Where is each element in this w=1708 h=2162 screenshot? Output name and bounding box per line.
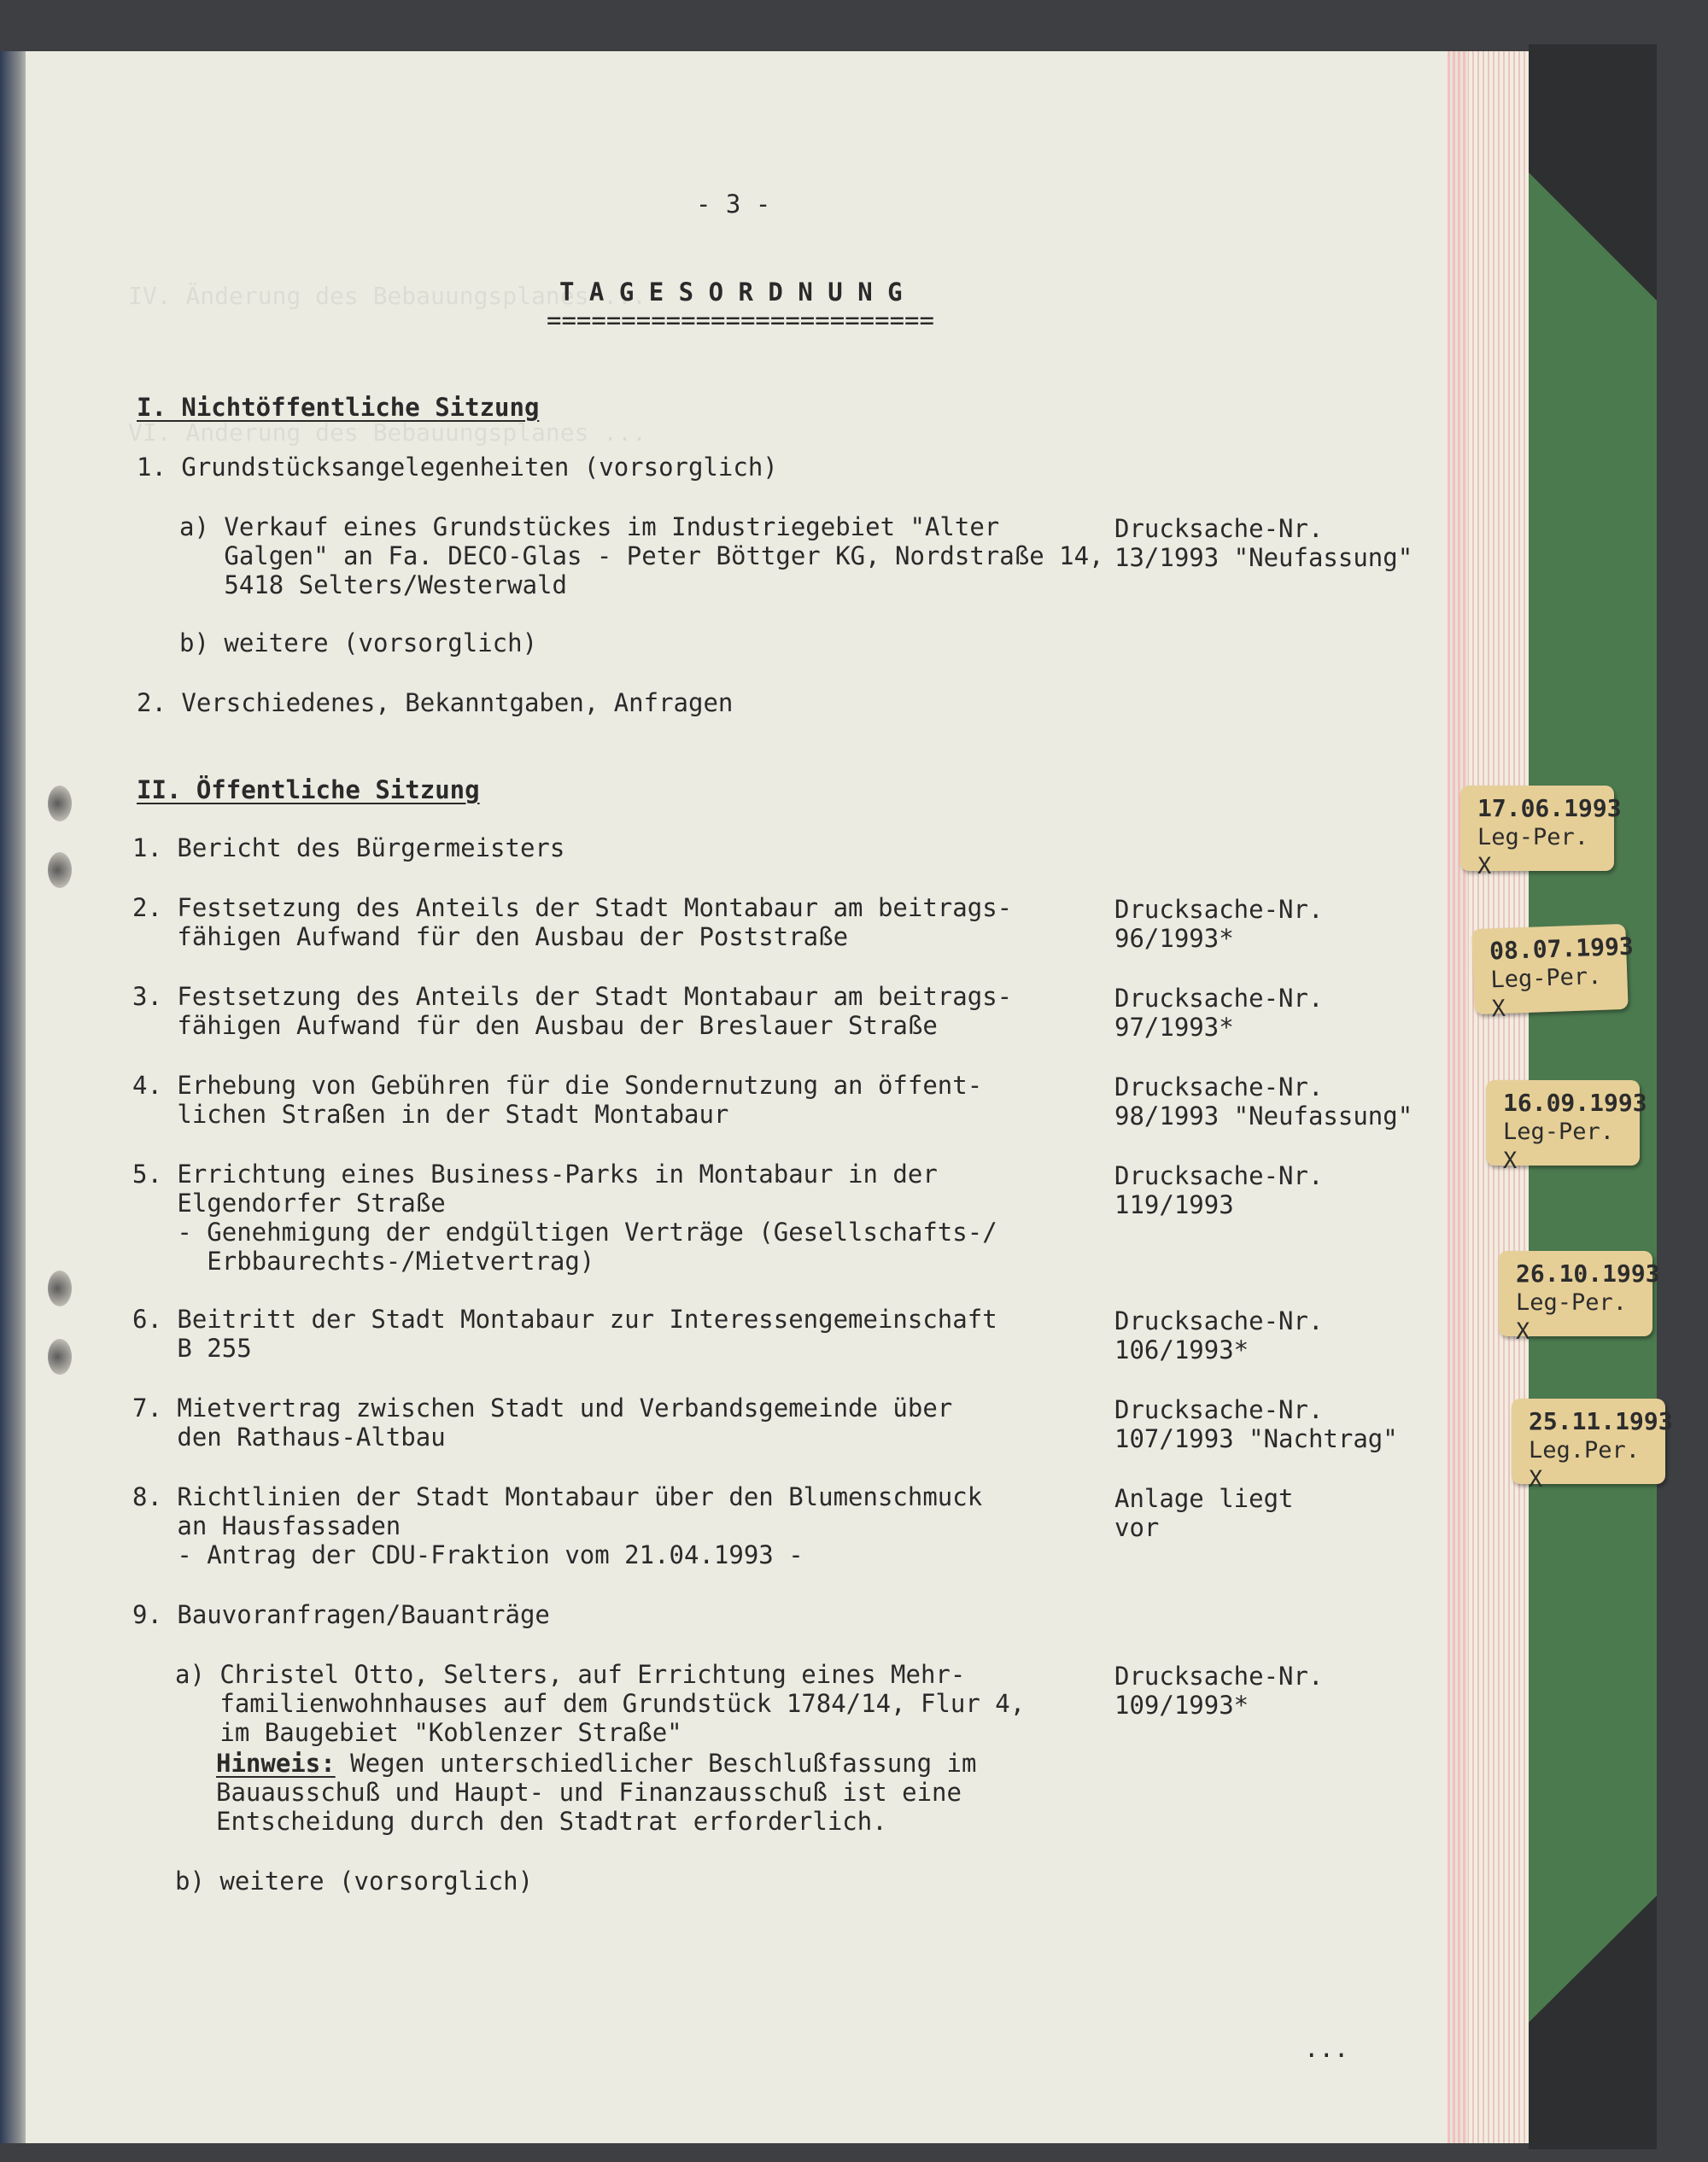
agenda-item: 1. Bericht des Bürgermeisters [132,833,565,862]
hint-note: Hinweis: Wegen unterschiedlicher Beschlußfassung im Bauausschuß und Haupt- und Finanzausschuß ist eine Entscheidung durch den Stadtrat erforderlich. [216,1749,977,1836]
continuation-marker: ... [1304,2034,1349,2063]
agenda-item: 9. Bauvoranfragen/Bauanträge [132,1600,550,1629]
date-tab[interactable]: 08.07.1993 Leg-Per. X [1471,924,1628,1014]
document-reference: Drucksache-Nr. 107/1993 "Nachtrag" [1114,1395,1398,1453]
document-reference: Drucksache-Nr. 109/1993* [1114,1662,1324,1720]
agenda-subitem: b) weitere (vorsorglich) [175,1867,534,1896]
agenda-item: 8. Richtlinien der Stadt Montabaur über den Blumenschmuck an Hausfassaden - Antrag der CDU-Fraktion vom 21.04.1993 - [132,1482,983,1569]
document-reference: Drucksache-Nr. 13/1993 "Neufassung" [1114,514,1413,572]
agenda-item: 2. Verschiedenes, Bekanntgaben, Anfragen [137,688,734,717]
page-number: - 3 - [696,190,771,219]
document-page: IV. Änderung des Bebauungsplanes ... VI. Änderung des Bebauungsplanes ... - 3 - T A G E S O R D N U N G ========================== I. Nichtöffentliche Sitzung 1. Grundstücksangelegenheiten (vorsorglich) a) Verkauf eines Grundstückes im Industriegebiet "Alter Galgen" an Fa. DECO-Glas - Peter Böttger KG, Nordstraße 14, 5418 Selters/Westerwald Drucksache-Nr. 13/1993 "Neufassung" b) weitere (vorsorglich) 2. Verschiedenes, Bekanntgaben, Anfragen II. Öffentliche Sitzung 1. Bericht des Bürgermeisters 2. Festsetzung des Anteils der Stadt Montabaur am beitrags- fähigen Aufwand für den Ausbau der Poststraße Drucksache-Nr. 96/1993* 3. Festsetzung des Anteils der Stadt Montabaur am beitrags- fähigen Aufwand für den Ausbau der Breslauer Straße Drucksache-Nr. 97/1993* 4. Erhebung von Gebühren für die Sondernutzung an öffent- lichen Straßen in der Stadt Montabaur Drucksache-Nr. 98/1993 "Neufassung" 5. Errichtung eines Business-Parks in Montabaur in der Elgendorfer Straße - Genehmigung der endgültigen Verträge (Gesellschafts-/ Erbbaurechts-/Mietvertrag) Drucksache-Nr. 119/1993 6. Beitritt der Stadt Montabaur zur Interessengemeinschaft B 255 Drucksache-Nr. 106/1993* 7. Mietvertrag zwischen Stadt und Verbandsgemeinde über den Rathaus-Altbau Drucksache-Nr. 107/1993 "Nachtrag" 8. Richtlinien der Stadt Montabaur über den Blumenschmuck an Hausfassaden - Antrag der CDU-Fraktion vom 21.04.1993 - Anlage liegt vor 9. Bauvoranfragen/Bauanträge a) Christel Otto, Selters, auf Errichtung eines Mehr- familienwohnhauses auf dem Grundstück 1784/14, Flur 4, im Baugebiet "Koblenzer Straße" Drucksache-Nr. 109/1993* Hinweis: Wegen unterschiedlicher Beschlußfassung im Bauausschuß und Haupt- und Finanzausschuß ist eine Entscheidung durch den Stadtrat erforderlich. b) weitere (vorsorglich) ... [26,51,1448,2143]
agenda-subitem: b) weitere (vorsorglich) [179,628,538,657]
agenda-item: 7. Mietvertrag zwischen Stadt und Verbandsgemeinde über den Rathaus-Altbau [132,1394,953,1452]
document-reference: Drucksache-Nr. 97/1993* [1114,984,1324,1042]
punch-hole [48,1339,72,1375]
agenda-item: 1. Grundstücksangelegenheiten (vorsorglich) [137,453,778,482]
agenda-item: 4. Erhebung von Gebühren für die Sondernutzung an öffent- lichen Straßen in der Stadt Montabaur [132,1071,983,1129]
agenda-item: 3. Festsetzung des Anteils der Stadt Montabaur am beitrags- fähigen Aufwand für den Ausbau der Breslauer Straße [132,982,1013,1040]
title-underline: ========================== [547,306,934,335]
date-tab[interactable]: 26.10.1993 Leg-Per. X [1499,1251,1652,1336]
document-reference: Drucksache-Nr. 119/1993 [1114,1161,1324,1219]
punch-hole [48,852,72,888]
punch-hole [48,1271,72,1306]
page-title: T A G E S O R D N U N G [559,278,903,307]
agenda-item: 2. Festsetzung des Anteils der Stadt Montabaur am beitrags- fähigen Aufwand für den Ausbau der Poststraße [132,893,1013,951]
document-reference: Drucksache-Nr. 96/1993* [1114,895,1324,953]
agenda-subitem: a) Verkauf eines Grundstückes im Industriegebiet "Alter Galgen" an Fa. DECO-Glas - Peter Böttger KG, Nordstraße 14, 5418 Selters/Westerwald [179,512,1104,599]
document-reference: Anlage liegt vor [1114,1484,1294,1542]
section-heading-nonpublic: I. Nichtöffentliche Sitzung [137,393,540,422]
section-heading-public: II. Öffentliche Sitzung [137,775,480,804]
punch-hole [48,786,72,821]
document-reference: Drucksache-Nr. 98/1993 "Neufassung" [1114,1072,1413,1131]
date-tab[interactable]: 16.09.1993 Leg-Per. X [1486,1080,1640,1166]
date-tab[interactable]: 17.06.1993 Leg-Per. X [1460,786,1614,871]
agenda-item: 6. Beitritt der Stadt Montabaur zur Interessengemeinschaft B 255 [132,1305,997,1363]
document-reference: Drucksache-Nr. 106/1993* [1114,1306,1324,1364]
page-stack-edge [1448,51,1469,2143]
agenda-subitem: a) Christel Otto, Selters, auf Errichtung eines Mehr- familienwohnhauses auf dem Grundstück 1784/14, Flur 4, im Baugebiet "Koblenzer Straße" [175,1660,1026,1747]
hint-label: Hinweis: [216,1749,336,1778]
date-tab[interactable]: 25.11.1993 Leg.Per. X [1512,1399,1665,1484]
agenda-item: 5. Errichtung eines Business-Parks in Montabaur in der Elgendorfer Straße - Genehmigung der endgültigen Verträge (Gesellschafts-/ Erbbaurechts-/Mietvertrag) [132,1160,997,1276]
